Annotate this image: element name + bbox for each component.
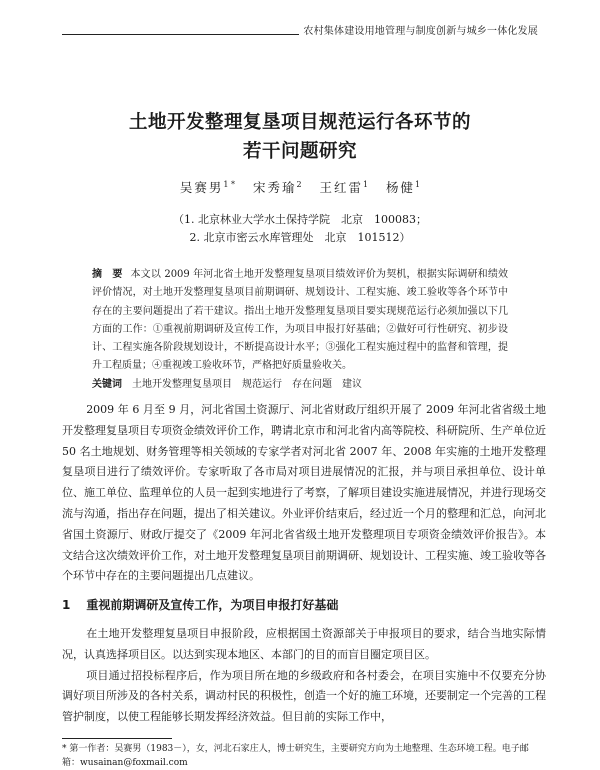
running-header: 农村集体建设用地管理与制度创新与城乡一体化发展 — [299, 22, 538, 37]
abstract-block — [92, 266, 508, 394]
abstract-text: 本文以 2009 年河北省土地开发整理复垦项目绩效评价为契机，根据实际调研和绩效评价情况，对土地开发整理复垦项目前期调研、规划设计、工程实施、竣工验收等各个环节中存在的主要问题提出了若干建议。指出土地开发整理复垦项目要实现规范运行必须加强以下几方面的工作：①重视前期调研及宣传工作，为项目申报打好基础；②做好可行性研究、初步设计、工程实施各阶段规划设计，不断提高设计水平；③强化工程实施过程中的监督和管理，提升工程质量；④重视竣工验收环节，严格把好质量验收关。 — [92, 269, 509, 372]
affiliations — [0, 211, 600, 247]
affiliation-line-1: （1. 北京林业大学水土保持学院 北京 100083； — [173, 213, 427, 226]
keyword: 存在问题 — [292, 378, 332, 390]
author: 吴赛男$^{1 *}$ — [179, 179, 236, 195]
keyword: 建议 — [342, 378, 362, 390]
footnote: * 第一作者：吴赛男（1983－），女，河北石家庄人，博士研究生，主要研究方向为土地整理、生态环境工程。电子邮箱：wusainan@foxmail.com — [62, 744, 529, 768]
title-line-2: 若干问题研究 — [242, 141, 357, 162]
author: 宋秀瑜$^2$ — [252, 179, 302, 195]
paper-title — [0, 108, 600, 166]
keywords — [92, 376, 508, 394]
section-title: 重视前期调研及宣传工作，为项目申报打好基础 — [86, 598, 339, 612]
author: 王红雷$^1$ — [319, 179, 369, 195]
title-line-1: 土地开发整理复垦项目规范运行各环节的 — [128, 112, 471, 133]
footnote-rule — [62, 738, 172, 739]
keyword: 土地开发整理复垦项目 — [132, 378, 232, 390]
body-paragraph: 在土地开发整理复垦项目申报阶段，应根据国土资源部关于申报项目的要求，结合当地实际情况，认真选择项目区。以达到实现本地区、本部门的目的而盲目圈定项目区。 — [62, 627, 546, 661]
keyword: 规范运行 — [242, 378, 282, 390]
intro-paragraph: 2009 年 6 月至 9 月，河北省国土资源厅、河北省财政厅组织开展了 2009 年河北省省级土地开发整理复垦项目专项资金绩效评价工作，聘请北京市和河北省内高等院校、科研院所、生产单位近 50 名土地规划、财务管理等相关领域的专家学者对河北省 2007 年、2008 年实施的土地开发整理复垦项目进行了绩效评价。专家听取了各市局对项目进展情况的汇报，并与项目承担单位、设计单位、施工单位、监理单位的人员一起到实地进行了考察，了解项目建设实施进展情况，并进行现场交流与沟通，指出存在问题，提出了相关建议。外业评价结束后，经过近一个月的整理和汇总，向河北省国土资源厅、财政厅提交了《2009 年河北省省级土地开发整理项目专项资金绩效评价报告》。本文结合这次绩效评价工作，对土地开发整理复垦项目前期调研、规划设计、工程实施、竣工验收等各个环节中存在的主要问题提出几点建议。 — [62, 403, 546, 583]
abstract-label: 摘 要 — [92, 269, 123, 280]
keywords-label: 关键词 — [92, 378, 122, 390]
author-list — [0, 178, 600, 196]
intro-section — [62, 400, 546, 587]
author: 杨健$^1$ — [386, 179, 421, 195]
section-1-body — [62, 624, 546, 728]
section-number: 1 — [62, 598, 71, 612]
section-heading — [62, 596, 338, 613]
affiliation-line-2: 2. 北京市密云水库管理处 北京 101512） — [189, 231, 411, 244]
abstract — [92, 266, 508, 376]
body-paragraph: 项目通过招投标程序后，作为项目所在地的乡级政府和各村委会，在项目实施中不仅要充分协调好项目所涉及的各村关系，调动村民的积极性，创造一个好的施工环境，还要制定一个完善的工程管护制度，以使工程能够长期发挥经济效益。但目前的实际工作中， — [62, 668, 546, 724]
